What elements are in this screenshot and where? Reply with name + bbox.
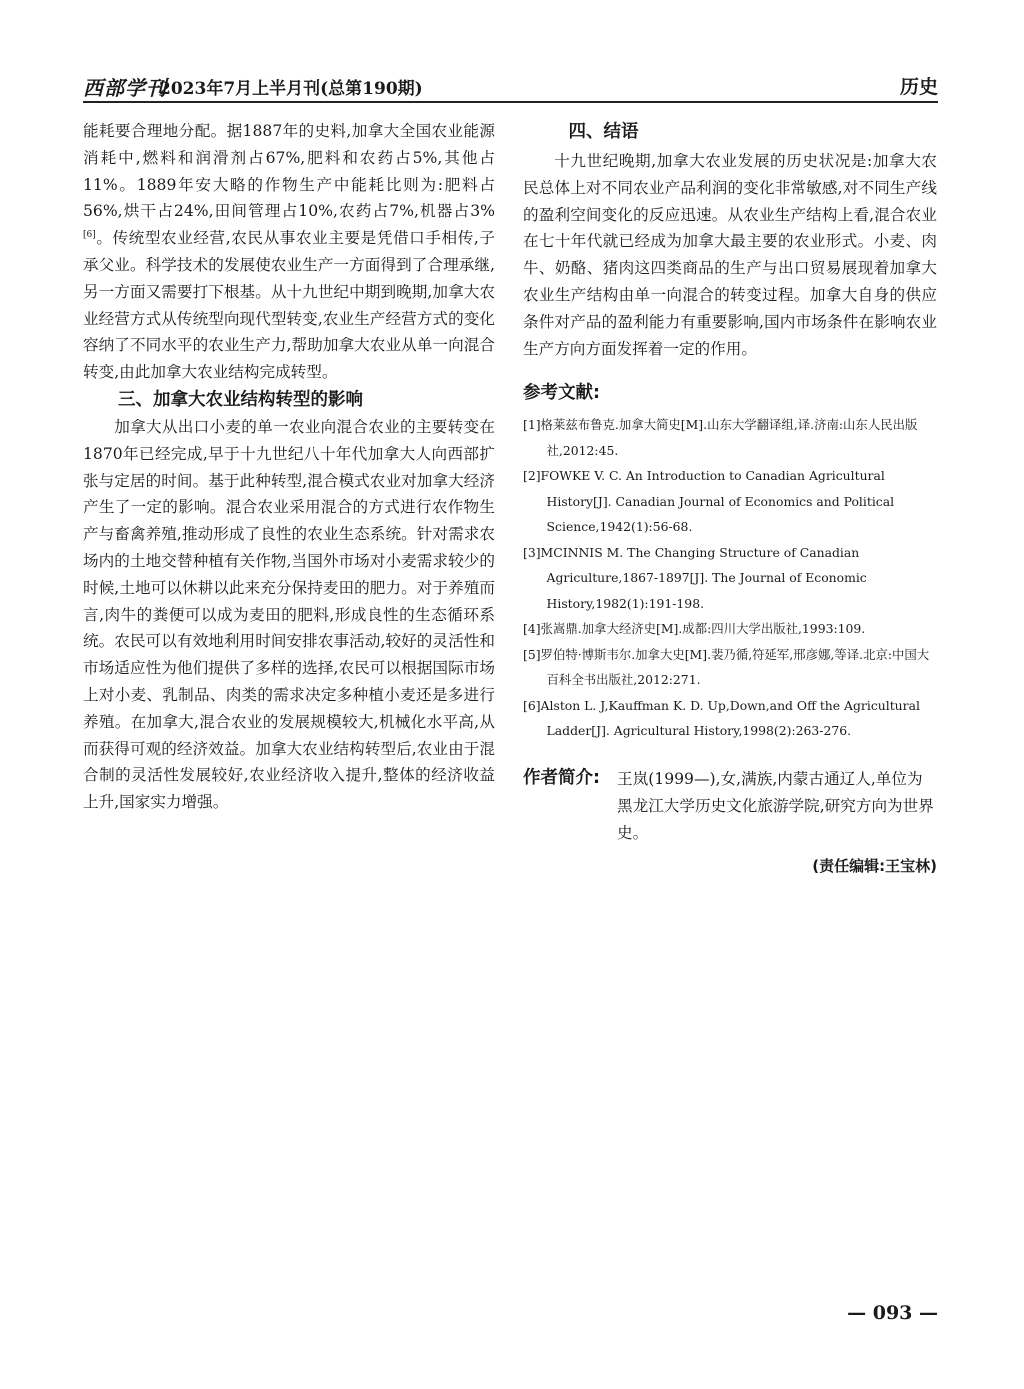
reference-item: [2]FOWKE V. C. An Introduction to Canadian Agricultural History[J]. Canadian Journal of Economics and Political Science,1942(1):56-68. — [523, 468, 895, 535]
reference-item: [4]张嵩鼎.加拿大经济史[M].成都:四川大学出版社,1993:109. — [523, 621, 866, 637]
reference-item: [5]罗伯特·博斯韦尔.加拿大史[M].裴乃循,符延军,邢彦娜,等译.北京:中国大百科全书出版社,2012:271. — [523, 646, 930, 688]
reference-item: [3]MCINNIS M. The Changing Structure of Canadian Agriculture,1867-1897[J]. The Journal of Economic History,1982(1):191-198. — [523, 544, 867, 611]
left-column — [83, 118, 495, 816]
section-name: 历史 — [899, 76, 938, 98]
author-bio — [523, 766, 937, 847]
section-heading: 四、结语 — [568, 122, 639, 142]
reference-item: [6]Alston L. J,Kauffman K. D. Up,Down,and Off the Agricultural Ladder[J]. Agricultural History,1998(2):263-276. — [523, 697, 920, 739]
author-text: 王岚(1999—),女,满族,内蒙古通辽人,单位为黑龙江大学历史文化旅游学院,研究方向为世界史。 — [617, 769, 934, 842]
right-column — [523, 118, 937, 880]
running-header — [83, 72, 938, 98]
reference-item: [1]格莱兹布鲁克.加拿大简史[M].山东大学翻译组,译.济南:山东人民出版社,2012:45. — [523, 417, 918, 458]
header-rule — [83, 101, 938, 103]
paragraph: 十九世纪晚期,加拿大农业发展的历史状况是:加拿大农民总体上对不同农业产品利润的变化非常敏感,对不同生产线的盈利空间变化的反应迅速。从农业生产结构上看,混合农业在七十年代就已经成为加拿大最主要的农业形式。小麦、肉牛、奶酪、猪肉这四类商品的生产与出口贸易展现着加拿大农业生产结构由单一向混合的转变过程。加拿大自身的供应条件对产品的盈利能力有重要影响,国内市场条件在影响农业生产方向方面发挥着一定的作用。 — [523, 152, 937, 358]
section-heading: 三、加拿大农业结构转型的影响 — [118, 389, 363, 410]
paragraph: 能耗要合理地分配。据1887年的史料,加拿大全国农业能源消耗中,燃料和润滑剂占67%,肥料和农药占5%,其他占11%。1889年安大略的作物生产中能耗比则为:肥料占56%,烘干占24%,田间管理占10%,农药占7%,机器占3%[6]。传统型农业经营,农民从事农业主要是凭借口手相传,子承父业。科学技术的发展使农业生产一方面得到了合理承继,另一方面又需要打下根基。从十九世纪中期到晚期,加拿大农业经营方式从传统型向现代型转变,农业生产经营方式的变化容纳了不同水平的农业生产力,帮助加拿大农业从单一向混合转变,由此加拿大农业结构完成转型。 — [83, 122, 495, 382]
paragraph: 加拿大从出口小麦的单一农业向混合农业的主要转变在1870年已经完成,早于十九世纪八十年代加拿大人向西部扩张与定居的时间。基于此种转型,混合模式农业对加拿大经济产生了一定的影响。混合农业采用混合的方式进行农作物生产与畜禽养殖,推动形成了良性的农业生态系统。针对需求农场内的土地交替种植有关作物,当国外市场对小麦需求较少的时候,土地可以休耕以此来充分保持麦田的肥力。对于养殖而言,肉牛的粪便可以成为麦田的肥料,形成良性的生态循环系统。农民可以有效地利用时间安排农事活动,较好的灵活性和市场适应性为他们提供了多样的选择,农民可以根据国际市场上对小麦、乳制品、肉类的需求决定多种植小麦还是多进行养殖。在加拿大,混合农业的发展规模较大,机械化水平高,从而获得可观的经济效益。加拿大农业结构转型后,农业由于混合制的灵活性发展较好,农业经济收入提升,整体的经济收益上升,国家实力增强。 — [83, 417, 495, 812]
references-title: 参考文献: — [523, 383, 600, 404]
journal-logo: 西部学刊 — [83, 76, 167, 100]
journal-issue: 2023年7月上半月刊(总第190期) — [159, 79, 423, 99]
page-number: — 093 — — [847, 1302, 938, 1324]
author-label: 作者简介: — [523, 767, 600, 788]
citation-marker: [6] — [83, 230, 96, 240]
editor-credit: (责任编辑:王宝林) — [812, 856, 937, 875]
